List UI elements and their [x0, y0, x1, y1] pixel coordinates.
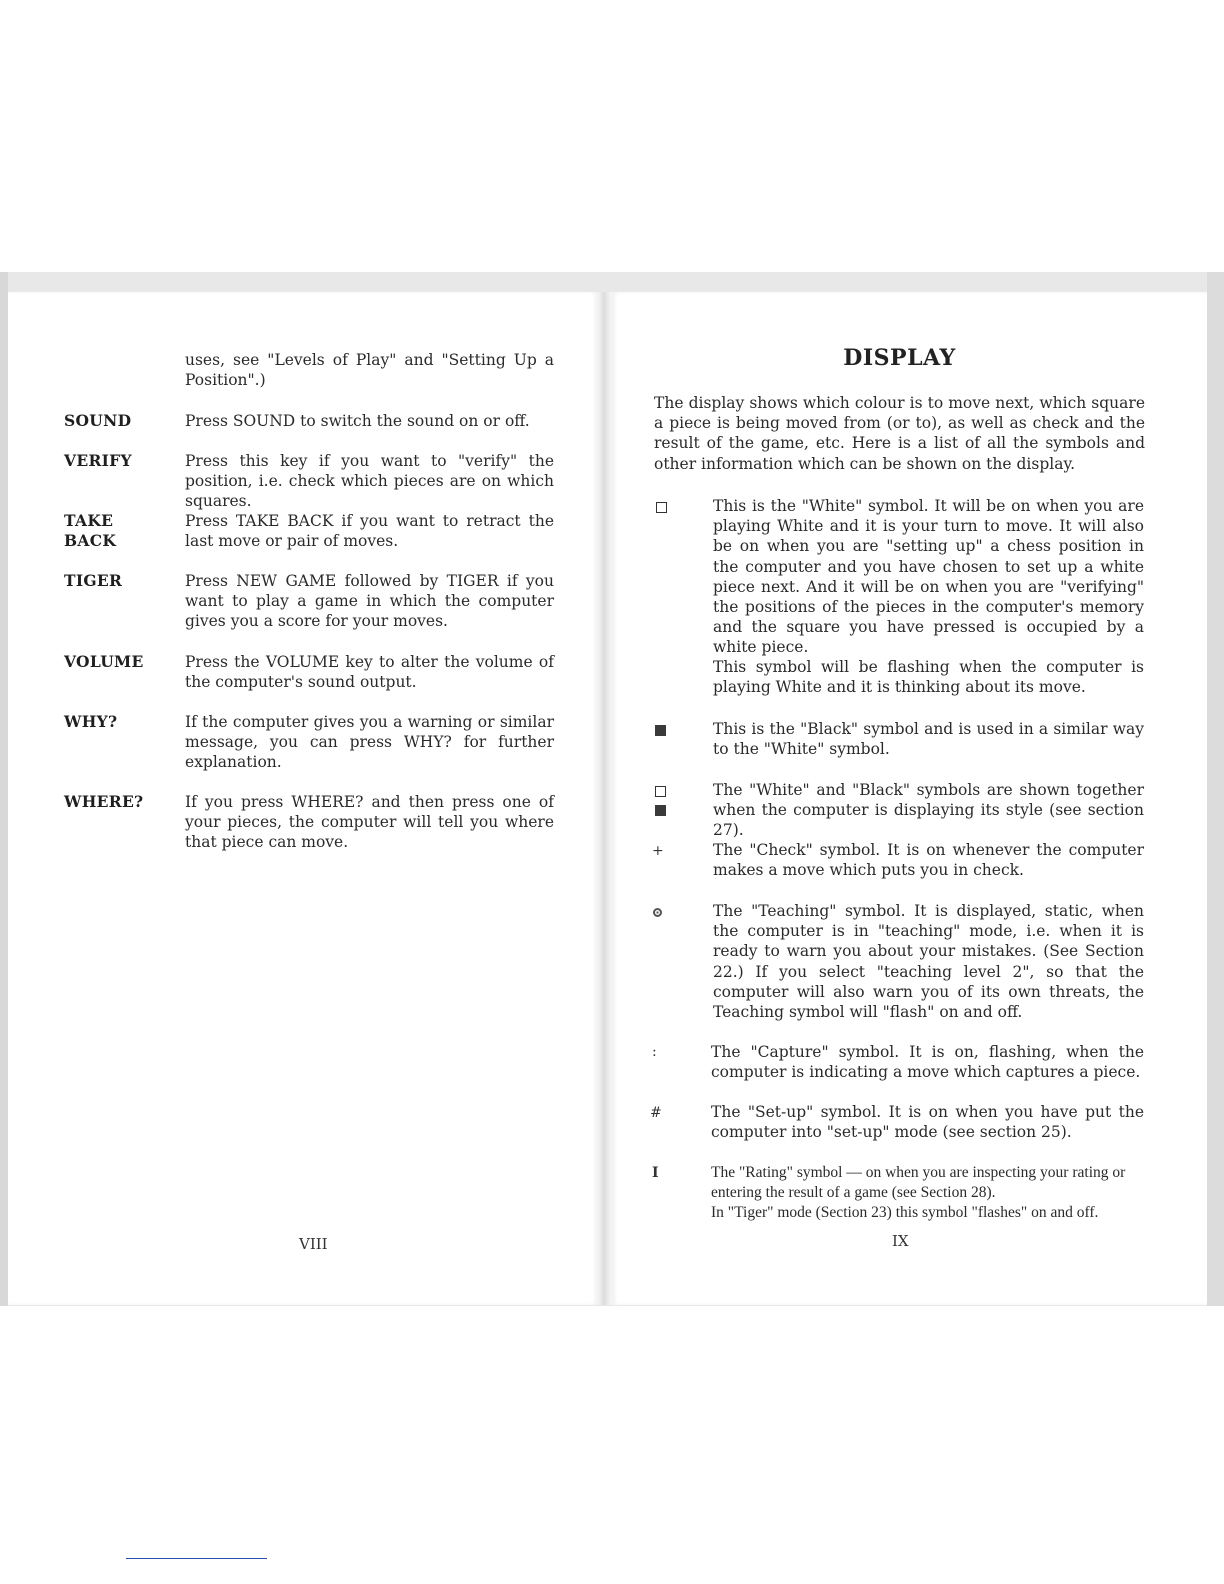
white-square-icon — [656, 502, 667, 513]
term-take-back: TAKE BACK — [64, 511, 117, 551]
rating-tiger-text: In "Tiger" mode (Section 23) this symbol "flashes" on and off. — [711, 1204, 1099, 1221]
continuation-text: uses, see "Levels of Play" and "Setting Up a Position".) — [185, 351, 554, 390]
desc-take-back: Press TAKE BACK if you want to retract the last move or pair of moves. — [185, 512, 554, 551]
colon-icon: : — [652, 1044, 657, 1060]
left-page — [8, 292, 598, 1305]
term-volume: VOLUME — [64, 652, 144, 671]
desc-tiger: Press NEW GAME followed by TIGER if you want to play a game in which the computer gives you a score for your moves. — [185, 572, 554, 631]
teaching-icon — [653, 908, 662, 917]
footer-underline — [126, 1558, 267, 1559]
left-edge — [0, 272, 8, 1306]
desc-where: If you press WHERE? and then press one of your pieces, the computer will tell you where that piece can move. — [185, 793, 554, 852]
page-number-left: VIII — [299, 1235, 328, 1253]
desc-why: If the computer gives you a warning or similar message, you can press WHY? for further explanation. — [185, 713, 554, 772]
term-why: WHY? — [64, 712, 118, 731]
setup-symbol-text: The "Set-up" symbol. It is on when you have put the computer into "set-up" mode (see section 25). — [711, 1103, 1144, 1142]
capture-symbol-text: The "Capture" symbol. It is on, flashing, when the computer is indicating a move which captures a piece. — [711, 1043, 1144, 1082]
intro-paragraph: The display shows which colour is to move next, which square a piece is being moved from (or to), as well as check and the result of the game, etc. Here is a list of all the symbols and other information which can be shown on the display. — [654, 394, 1145, 473]
hash-icon: # — [650, 1105, 662, 1121]
black-symbol-text: This is the "Black" symbol and is used in a similar way to the "White" symbol. — [713, 720, 1144, 759]
desc-sound: Press SOUND to switch the sound on or off. — [185, 412, 530, 430]
pair-symbol-text: The "White" and "Black" symbols are shown together when the computer is displaying its style (see section 27). — [713, 781, 1144, 840]
black-square-icon — [655, 805, 666, 816]
term-tiger: TIGER — [64, 571, 123, 590]
teaching-symbol-text: The "Teaching" symbol. It is displayed, static, when the computer is in "teaching" mode, i.e. when it is ready to warn you about your mistakes. (See Section 22.) If you select "teaching level 2", so that the computer will also warn you of its own threats, the Teaching symbol will "flash" on and off. — [713, 902, 1144, 1022]
term-verify: VERIFY — [64, 451, 132, 470]
page-number-right: IX — [892, 1232, 909, 1250]
white-flashing-text: This symbol will be flashing when the computer is playing White and it is thinking about its move. — [713, 658, 1144, 697]
right-edge — [1207, 272, 1224, 1306]
desc-verify: Press this key if you want to "verify" the position, i.e. check which pieces are on which squares. — [185, 452, 554, 511]
rating-symbol-text: The "Rating" symbol — on when you are inspecting your rating or entering the result of a game (see Section 28). — [711, 1164, 1126, 1202]
check-symbol-text: The "Check" symbol. It is on whenever the computer makes a move which puts you in check. — [713, 841, 1144, 880]
white-square-icon — [655, 786, 666, 797]
rating-bar-icon: I — [652, 1165, 659, 1181]
black-square-icon — [655, 725, 666, 736]
right-page — [612, 292, 1207, 1305]
term-where: WHERE? — [64, 792, 144, 811]
page-title: DISPLAY — [843, 345, 956, 371]
desc-volume: Press the VOLUME key to alter the volume of the computer's sound output. — [185, 653, 554, 692]
book-gutter — [598, 292, 612, 1305]
term-sound: SOUND — [64, 411, 132, 430]
white-symbol-text: This is the "White" symbol. It will be on when you are playing White and it is your turn to move. It will also be on when you are "setting up" a chess position in the computer and you have chosen to set up a white piece next. And it will be on when you are "verifying" the positions of the pieces in the computer's memory and the square you have pressed is occupied by a white piece. — [713, 497, 1144, 657]
plus-icon: + — [652, 843, 664, 859]
